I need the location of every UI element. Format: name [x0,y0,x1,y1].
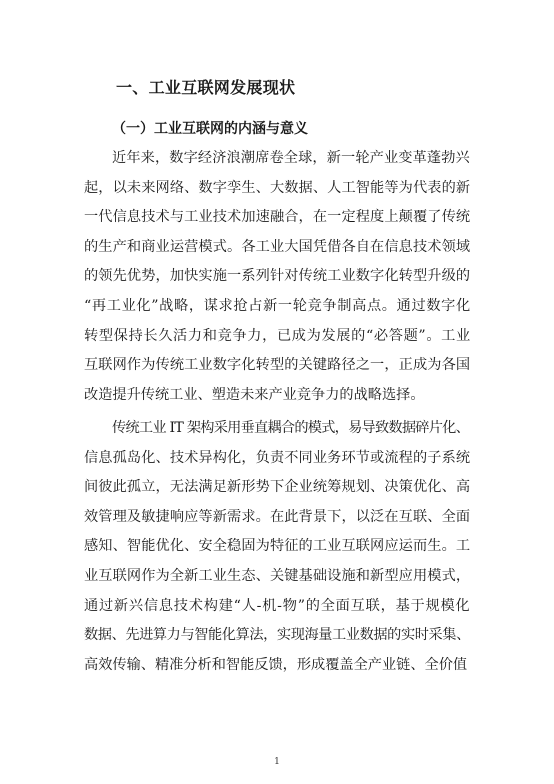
text-line: 转型保持长久活力和竞争力，已成为发展的“必答题”。工业 [84,327,471,344]
text-line: 传统工业 IT 架构采用垂直耦合的模式，易导致数据碎片化、 [112,420,470,436]
text-line: 业互联网作为全新工业生态、关键基础设施和新型应用模式， [84,568,471,584]
section-heading: 一、工业互联网发展现状 [116,78,296,97]
text-line: 数据、先进算力与智能化算法，实现海量工业数据的实时采集、 [84,627,470,644]
text-line: 互联网作为传统工业数字化转型的关键路径之一，正成为各国 [84,357,471,374]
text-line: “再工业化”战略，谋求抢占新一轮竞争制高点。通过数字化 [84,298,471,314]
text-line: 感知、智能优化、安全稳固为特征的工业互联网应运而生。工 [84,538,471,555]
text-line: 信息孤岛化、技术异构化，负责不同业务环节或流程的子系统 [84,449,471,466]
text-line: 间彼此孤立，无法满足新形势下企业统筹规划、决策优化、高 [84,479,471,496]
text-line: 通过新兴信息技术构建“人-机-物”的全面互联，基于规模化 [84,597,471,614]
text-line: 效管理及敏捷响应等新需求。在此背景下，以泛在互联、全面 [84,508,471,525]
subsection-heading: （一）工业互联网的内涵与意义 [112,121,308,137]
text-line: 改造提升传统工业、塑造未来产业竞争力的战略选择。 [84,386,425,403]
text-line: 近年来，数字经济浪潮席卷全球，新一轮产业变革蓬勃兴 [112,150,470,166]
text-line: 一代信息技术与工业技术加速融合，在一定程度上颠覆了传统 [84,209,471,226]
text-line: 的领先优势，加快实施一系列针对传统工业数字化转型升级的 [84,268,471,285]
page-number: 1 [274,757,280,767]
text-line: 的生产和商业运营模式。各工业大国凭借各自在信息技术领域 [84,238,471,255]
text-line: 起，以未来网络、数字孪生、大数据、人工智能等为代表的新 [84,179,471,196]
text-line: 高效传输、精准分析和智能反馈，形成覆盖全产业链、全价值 [84,656,468,673]
